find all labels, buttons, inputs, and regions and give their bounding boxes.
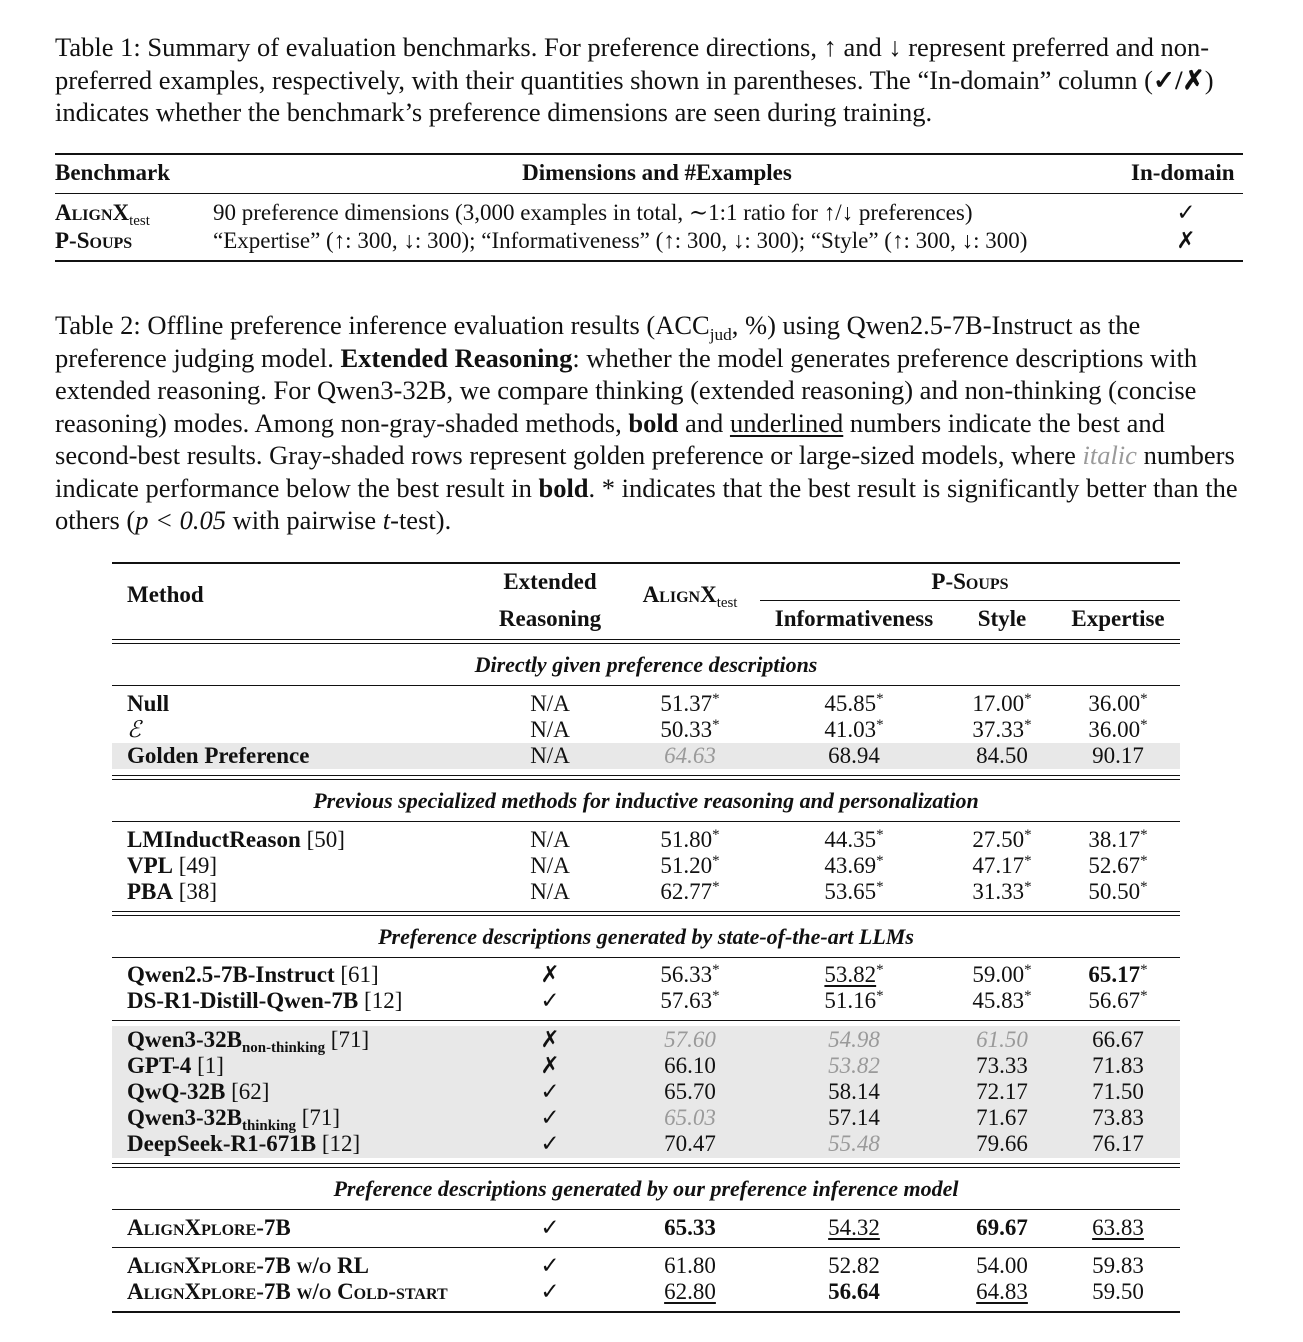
- cell-expertise: 71.83: [1092, 1053, 1144, 1078]
- psoups-cmidrule: [760, 600, 1180, 601]
- ext-reasoning: N/A: [530, 743, 570, 768]
- method-name: DS-R1-Distill-Qwen-7B [12]: [127, 988, 403, 1013]
- cell-informativeness: 53.65*: [824, 878, 884, 904]
- cross-icon: ✗: [540, 1027, 560, 1052]
- cell-style: 84.50: [976, 743, 1028, 768]
- method-name: Qwen2.5-7B-Instruct [61]: [127, 962, 379, 987]
- cell-style: 71.67: [976, 1105, 1028, 1130]
- cell-expertise: 56.67*: [1088, 987, 1148, 1013]
- section-rule: [112, 1209, 1180, 1210]
- cell-alignx: 57.63*: [660, 987, 720, 1013]
- t2-header-ext1: Extended: [503, 569, 597, 594]
- cell-informativeness: 68.94: [828, 743, 880, 768]
- method-name: VPL [49]: [127, 853, 218, 878]
- section-title-sota-llms: Preference descriptions generated by state-of-the-art LLMs: [378, 924, 914, 949]
- double-rule-b: [112, 915, 1180, 916]
- cell-expertise: 36.00*: [1088, 690, 1148, 716]
- t2-header-alignx: AlignX$_{test}$: [642, 582, 738, 612]
- cell-style: 54.00: [976, 1253, 1028, 1278]
- cell-alignx: 65.03: [664, 1105, 716, 1130]
- check-icon: ✓: [540, 988, 560, 1013]
- table1-bottom-rule: [55, 260, 1243, 262]
- table2-top-rule: [112, 562, 1180, 564]
- ext-reasoning: N/A: [530, 879, 570, 904]
- section-rule: [112, 957, 1180, 958]
- cell-alignx: 62.77*: [660, 878, 720, 904]
- t1-row-alignx-name: AlignX$_{test}$: [55, 200, 150, 230]
- cell-informativeness: 53.82: [828, 1053, 880, 1078]
- ext-reasoning: N/A: [530, 827, 570, 852]
- double-rule-a: [112, 775, 1180, 776]
- method-name: AlignXplore-7B w/o RL: [127, 1253, 370, 1278]
- group-rule: [112, 1247, 1180, 1248]
- cell-style: 45.83*: [972, 987, 1032, 1013]
- cross-icon: ✗: [540, 962, 560, 987]
- ext-reasoning: N/A: [530, 853, 570, 878]
- t1-row-alignx-desc: 90 preference dimensions (3,000 examples in total, ∼1:1 ratio for ↑/↓ preferences): [213, 200, 973, 225]
- cell-alignx: 70.47: [664, 1131, 716, 1156]
- cell-style: 17.00*: [972, 690, 1032, 716]
- check-icon: ✓: [540, 1279, 560, 1304]
- cross-icon: ✗: [1176, 228, 1196, 253]
- section-title-previous-methods: Previous specialized methods for inductive reasoning and personalization: [313, 788, 979, 813]
- cell-alignx: 51.80*: [660, 826, 720, 852]
- cell-informativeness: 53.82*: [824, 961, 884, 987]
- cell-style: 37.33*: [972, 716, 1032, 742]
- check-icon: ✓: [540, 1079, 560, 1104]
- t1-header-dimensions: Dimensions and #Examples: [522, 160, 792, 185]
- cell-informativeness: 45.85*: [824, 690, 884, 716]
- header-double-rule-a: [112, 639, 1180, 640]
- cell-alignx: 56.33*: [660, 961, 720, 987]
- check-icon: ✓: [540, 1105, 560, 1130]
- t2-header-method: Method: [127, 582, 204, 607]
- cell-expertise: 59.50: [1092, 1279, 1144, 1304]
- header-double-rule-b: [112, 643, 1180, 644]
- cell-alignx: 57.60: [664, 1027, 716, 1052]
- cell-expertise: 59.83: [1092, 1253, 1144, 1278]
- double-rule-b: [112, 779, 1180, 780]
- cell-style: 27.50*: [972, 826, 1032, 852]
- cell-style: 72.17: [976, 1079, 1028, 1104]
- cell-expertise: 66.67: [1092, 1027, 1144, 1052]
- cell-informativeness: 57.14: [828, 1105, 880, 1130]
- cell-style: 73.33: [976, 1053, 1028, 1078]
- section-title-directly-given: Directly given preference descriptions: [474, 652, 818, 677]
- method-name: Null: [127, 691, 170, 716]
- table1-mid-rule: [55, 193, 1243, 194]
- double-rule-a: [112, 911, 1180, 912]
- t1-row-psoups-desc: “Expertise” (↑: 300, ↓: 300); “Informativeness” (↑: 300, ↓: 300); “Style” (↑: 300, ↓: 300): [213, 228, 1028, 253]
- cell-style: 79.66: [976, 1131, 1028, 1156]
- cell-expertise: 90.17: [1092, 743, 1144, 768]
- cell-alignx: 50.33*: [660, 716, 720, 742]
- section-title-our-model: Preference descriptions generated by our preference inference model: [333, 1176, 959, 1201]
- method-name: $Qwen3-32B_{thinking}$ [71]: [127, 1105, 341, 1135]
- cell-informativeness: 58.14: [828, 1079, 880, 1104]
- cell-expertise: 65.17*: [1088, 961, 1148, 987]
- cell-alignx: 64.63: [664, 743, 716, 768]
- method-name: LMInductReason [50]: [127, 827, 345, 852]
- cell-style: 59.00*: [972, 961, 1032, 987]
- cell-alignx: 61.80: [664, 1253, 716, 1278]
- check-icon: ✓: [540, 1131, 560, 1156]
- group-rule: [112, 1020, 1180, 1021]
- method-name: $Qwen3-32B_{non-thinking}$ [71]: [127, 1027, 370, 1057]
- cell-informativeness: 54.98: [828, 1027, 880, 1052]
- cell-expertise: 63.83: [1092, 1215, 1144, 1240]
- table1-caption: Table 1: Summary of evaluation benchmarks. For preference directions, ↑ and ↓ represent preferred and non-preferred examples, respectively, with their quantities shown in parentheses. The “In-domain” column (✓/✗) indicates whether the benchmark’s preference dimensions are seen during training.: [55, 32, 1214, 127]
- check-icon: ✓: [540, 1253, 560, 1278]
- cell-style: 61.50: [976, 1027, 1028, 1052]
- cell-style: 31.33*: [972, 878, 1032, 904]
- cross-icon: ✗: [540, 1053, 560, 1078]
- double-rule-a: [112, 1163, 1180, 1164]
- method-name: AlignXplore-7B: [127, 1215, 291, 1240]
- cell-informativeness: 41.03*: [824, 716, 884, 742]
- method-name: AlignXplore-7B w/o Cold-start: [127, 1279, 448, 1304]
- cell-style: 64.83: [976, 1279, 1028, 1304]
- double-rule-b: [112, 1167, 1180, 1168]
- cell-expertise: 52.67*: [1088, 852, 1148, 878]
- t2-header-informativeness: Informativeness: [774, 606, 934, 631]
- cell-expertise: 36.00*: [1088, 716, 1148, 742]
- cell-informativeness: 52.82: [828, 1253, 880, 1278]
- section-rule: [112, 685, 1180, 686]
- cell-expertise: 76.17: [1092, 1131, 1144, 1156]
- check-icon: ✓: [1176, 200, 1196, 225]
- cell-expertise: 50.50*: [1088, 878, 1148, 904]
- cell-alignx: 65.33: [664, 1215, 716, 1240]
- cell-informativeness: 54.32: [828, 1215, 880, 1240]
- cell-alignx: 51.37*: [660, 690, 720, 716]
- method-name: Golden Preference: [127, 743, 310, 768]
- cell-informativeness: 56.64: [828, 1279, 880, 1304]
- table1-top-rule: [55, 153, 1243, 155]
- cell-informativeness: 55.48: [828, 1131, 880, 1156]
- cell-alignx: 51.20*: [660, 852, 720, 878]
- table2-caption: Table 2: Offline preference inference evaluation results ($ACC_{jud}$, %) using Qwen2.5-7B-Instruct as the preference judging model. Extended Reasoning: whether the model generates preference descriptions with extended reasoning. For Qwen3-32B, we compare thinking (extended reasoning) and non-thinking (concise reasoning) modes. Among non-gray-shaded methods, bold and underlined numbers indicate the best and second-best results. Gray-shaded rows represent golden preference or large-sized models, where italic numbers indicate performance below the best result in bold. * indicates that the best result is significantly better than the others (p < 0.05 with pairwise t-test).: [55, 310, 1238, 535]
- cell-expertise: 38.17*: [1088, 826, 1148, 852]
- t2-header-style: Style: [977, 606, 1027, 631]
- check-icon: ✓: [540, 1215, 560, 1240]
- method-name: DeepSeek-R1-671B [12]: [127, 1131, 361, 1156]
- cell-informativeness: 51.16*: [824, 987, 884, 1013]
- cell-alignx: 65.70: [664, 1079, 716, 1104]
- cell-informativeness: 43.69*: [824, 852, 884, 878]
- cell-expertise: 71.50: [1092, 1079, 1144, 1104]
- cell-alignx: 66.10: [664, 1053, 716, 1078]
- cell-informativeness: 44.35*: [824, 826, 884, 852]
- table2-bottom-rule: [112, 1311, 1180, 1313]
- cell-alignx: 62.80: [664, 1279, 716, 1304]
- cell-expertise: 73.83: [1092, 1105, 1144, 1130]
- ext-reasoning: N/A: [530, 717, 570, 742]
- t1-row-psoups-name: P-Soups: [55, 228, 133, 253]
- cell-style: 69.67: [976, 1215, 1028, 1240]
- ext-reasoning: N/A: [530, 691, 570, 716]
- method-name: PBA [38]: [127, 879, 218, 904]
- method-name: GPT-4 [1]: [127, 1053, 224, 1078]
- t2-header-ext2: Reasoning: [498, 606, 602, 631]
- method-name: QwQ-32B [62]: [127, 1079, 270, 1104]
- t1-header-in-domain: In-domain: [1131, 160, 1235, 185]
- method-name: ℰ: [127, 717, 141, 742]
- t1-header-benchmark: Benchmark: [55, 160, 170, 185]
- t2-header-psoups: P-Soups: [931, 569, 1009, 594]
- cell-style: 47.17*: [972, 852, 1032, 878]
- section-rule: [112, 821, 1180, 822]
- t2-header-expertise: Expertise: [1071, 606, 1165, 631]
